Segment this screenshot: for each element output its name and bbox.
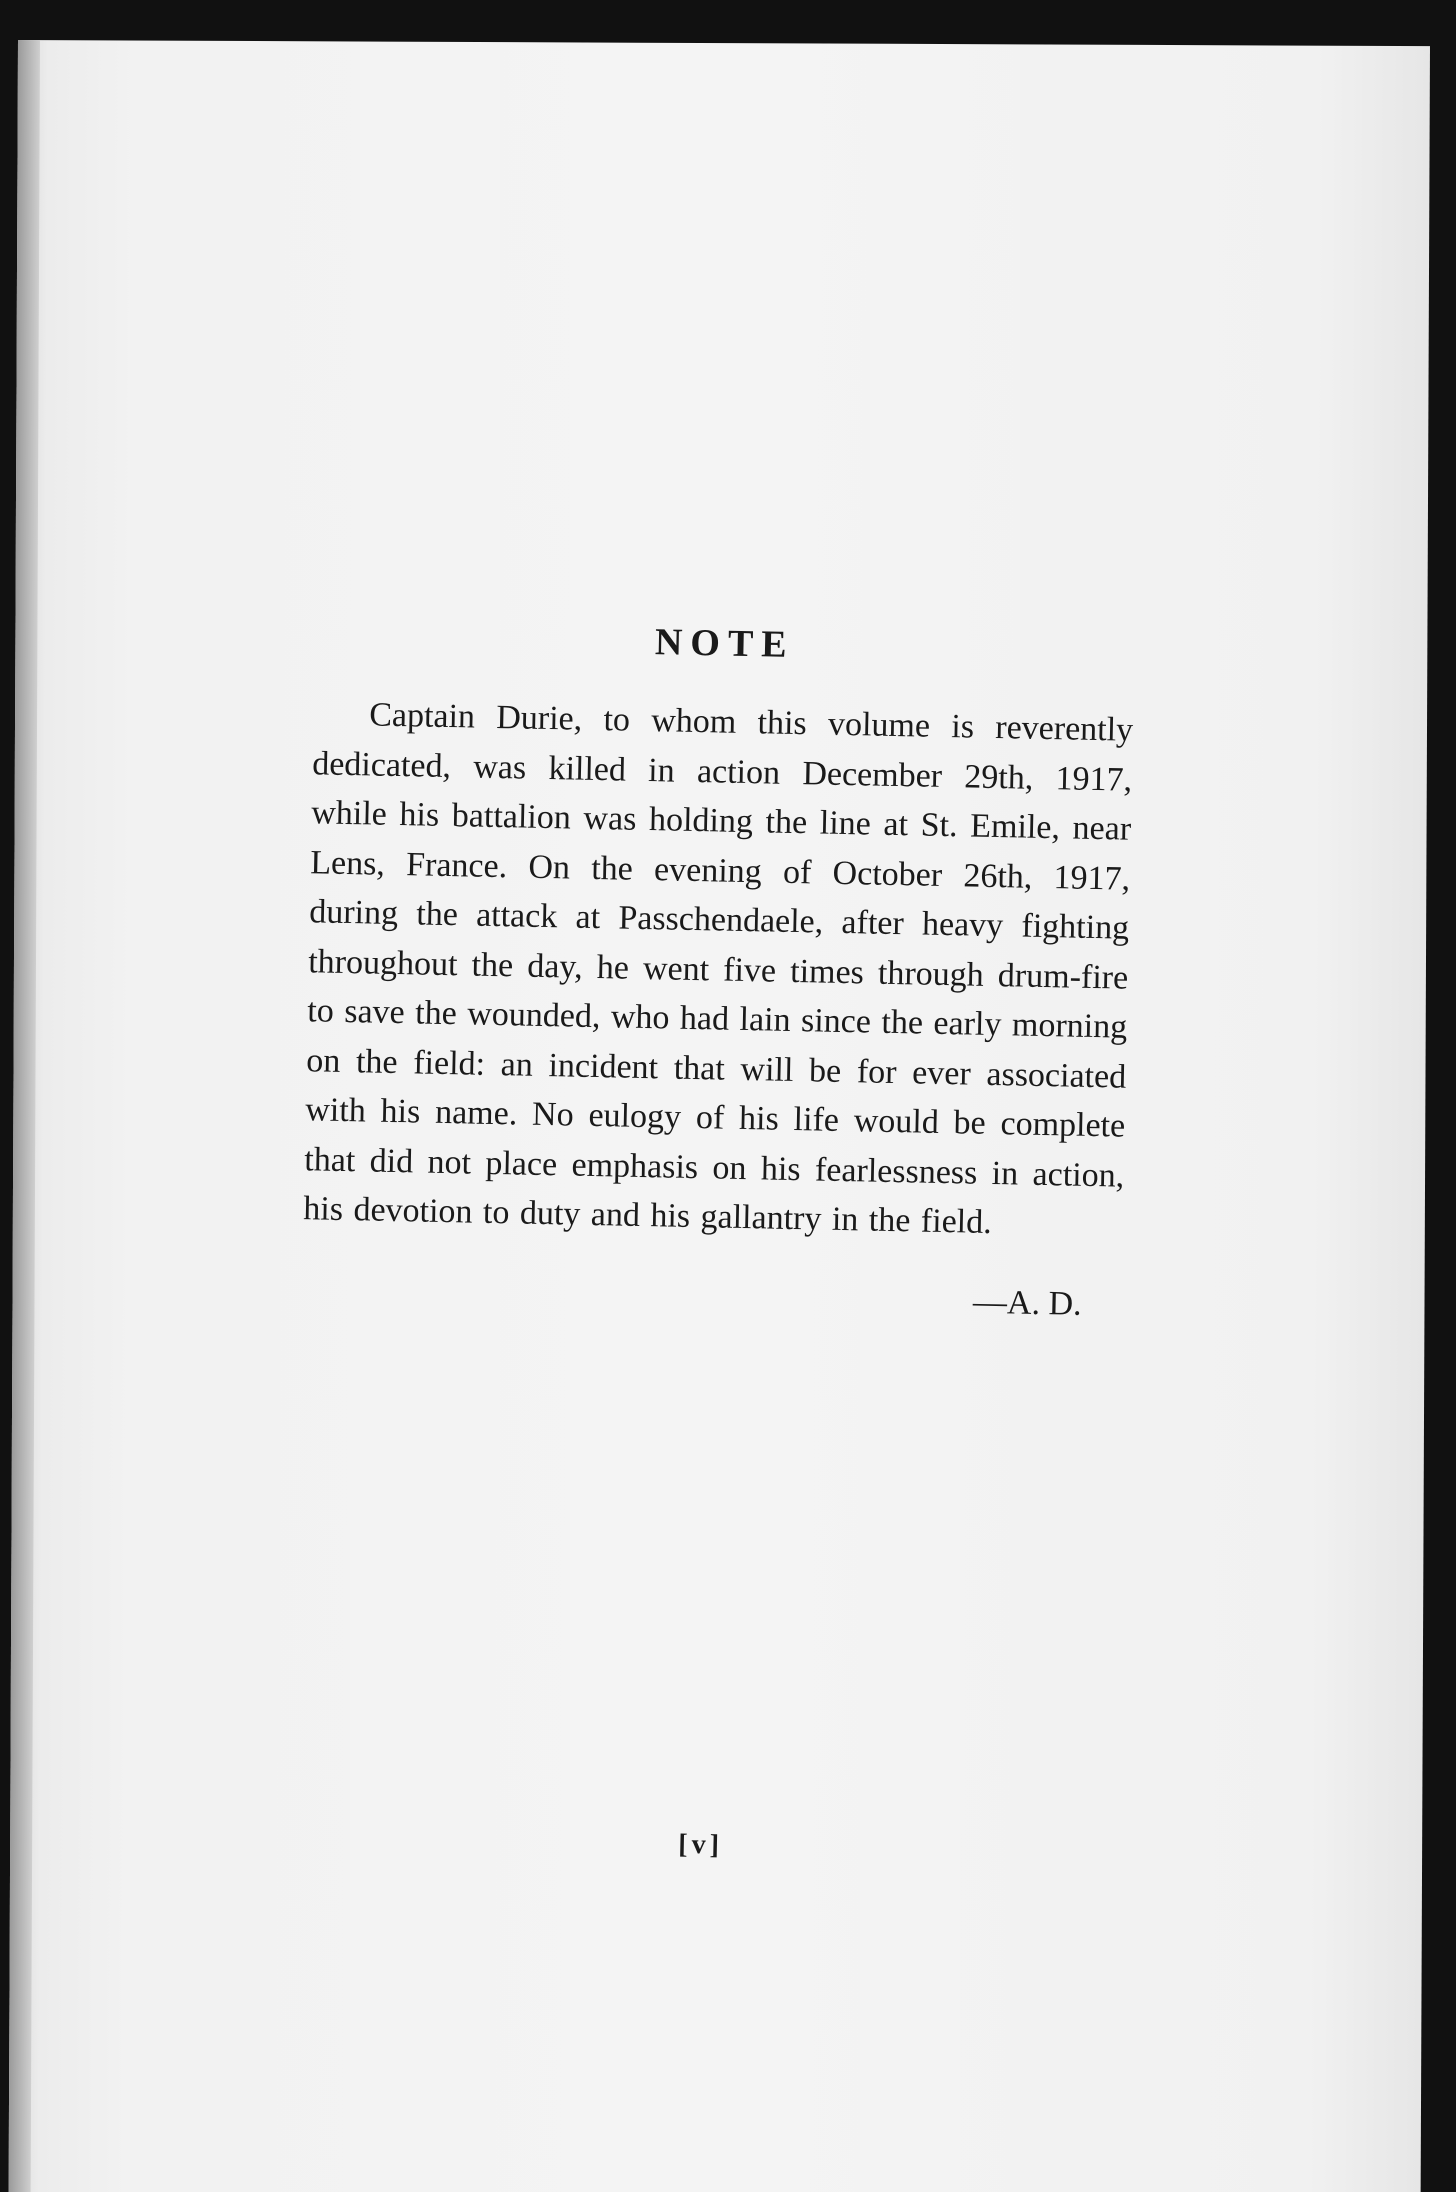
page-spine-shadow [9,40,40,2192]
page-title: NOTE [654,621,796,666]
note-paragraph: Captain Durie, to whom this volume is reverently dedicated, was killed in action December 29th, 1917, while his battalion was holding the line at St. Emile, near Lens, France. On the evening of October 26th, 1917, during the attack at Passchendaele, after heavy fighting throughout the day, he went five times through drum-fire to save the wounded, who had lain since the early morning on the field: an incident that will be for ever associated with his name. No eulogy of his life would be complete that did not place emphasis on his fearlessness in action, his devotion to duty and his gallantry in the field. [302,696,1134,1241]
signature: —A. D. [972,1283,1082,1323]
book-page [9,40,1430,2192]
page-number: [v] [678,1828,724,1861]
note-content [301,601,1135,1861]
